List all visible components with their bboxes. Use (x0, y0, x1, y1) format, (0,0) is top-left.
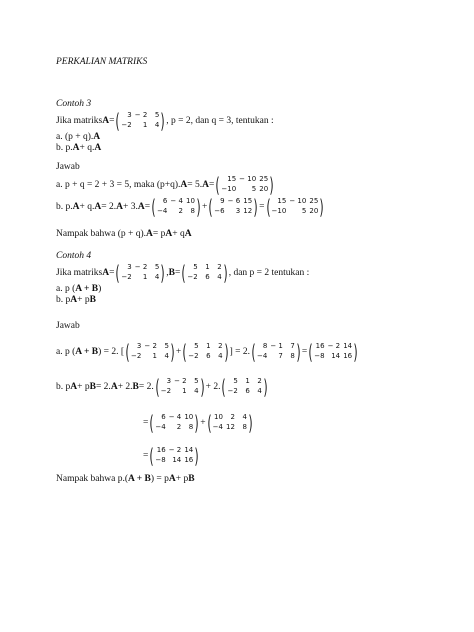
matrix-cell: −10 (221, 185, 237, 193)
matrix-grid (154, 446, 194, 466)
contoh4-item-b (56, 295, 96, 305)
matrix-cell: − 6 (227, 197, 241, 205)
page-title: PERKALIAN MATRIKS (56, 57, 148, 67)
text: + 2. (117, 382, 133, 392)
left-paren: ( (115, 261, 121, 285)
matrix-name: A + B (75, 284, 99, 294)
text: = 2. (101, 202, 117, 212)
matrix (215, 175, 274, 195)
matrix-name: A (137, 202, 145, 212)
matrix-cell: 8 (242, 423, 247, 431)
matrix-cell: 4 (164, 352, 169, 360)
operator: + (175, 347, 182, 357)
text: = (109, 268, 115, 278)
contoh3-answer-b (56, 197, 325, 217)
matrix-name: A (70, 382, 78, 392)
matrix-name: A (93, 132, 101, 142)
matrix-name: A (180, 180, 188, 190)
left-paren: ( (181, 261, 187, 285)
right-paren: ) (296, 340, 301, 364)
matrix-cell: 4 (154, 121, 160, 129)
operator: = (143, 451, 149, 461)
text: + q. (79, 202, 95, 212)
matrix-cell: 20 (259, 185, 269, 193)
matrix (115, 111, 165, 131)
matrix-name: B (89, 295, 96, 305)
matrix (207, 413, 253, 433)
contoh4-heading: Contoh 4 (56, 251, 92, 261)
matrix-cell: 12 (243, 207, 253, 215)
contoh3-item-a (56, 132, 100, 142)
matrix-cell: 10 (214, 413, 223, 421)
matrix-cell: −4 (155, 423, 166, 431)
matrix-name: B (89, 382, 96, 392)
text: + q (172, 229, 185, 239)
matrix-grid (256, 342, 296, 362)
matrix-cell: 5 (233, 377, 238, 385)
matrix-cell: 5 (301, 207, 307, 215)
contoh4-answer-a (56, 342, 359, 362)
matrix-name: B (188, 474, 195, 484)
matrix-cell: 4 (218, 352, 223, 360)
matrix-cell: − 4 (168, 413, 182, 421)
matrix-cell: 5 (194, 377, 199, 385)
matrix-grid (160, 377, 200, 397)
matrix-name: B (132, 382, 139, 392)
matrix-cell: −2 (121, 273, 132, 281)
matrix-cell: 1 (142, 273, 148, 281)
matrix-cell: −8 (155, 456, 166, 464)
matrix-cell: 10 (186, 197, 195, 205)
matrix (308, 342, 358, 362)
contoh3-heading: Contoh 3 (56, 99, 92, 109)
matrix-cell: − 1 (270, 342, 283, 350)
matrix-grid (120, 111, 160, 131)
matrix-cell: −2 (227, 387, 238, 395)
matrix-cell: 10 (184, 413, 194, 421)
matrix-cell: −6 (214, 207, 225, 215)
matrix (155, 377, 205, 397)
text: = p (152, 229, 166, 239)
matrix (221, 377, 267, 397)
matrix-cell: 25 (259, 175, 269, 183)
matrix-cell: 25 (309, 197, 319, 205)
left-paren: ( (182, 340, 187, 364)
matrix-name: A (168, 474, 176, 484)
left-paren: ( (221, 375, 227, 399)
text: + p (77, 382, 90, 392)
matrix-cell: 8 (290, 352, 295, 360)
operator: + (201, 202, 208, 212)
matrix-cell: − 2 (174, 377, 187, 385)
matrix-name: A (165, 229, 173, 239)
left-paren: ( (251, 340, 256, 364)
matrix-cell: 6 (206, 352, 211, 360)
contoh4-conclusion (56, 474, 195, 484)
text: = (144, 202, 151, 212)
left-paren: ( (149, 444, 155, 468)
matrix (115, 263, 165, 283)
text: + p (77, 295, 90, 305)
matrix (266, 197, 325, 217)
matrix-cell: 1 (245, 377, 250, 385)
contoh3-answer-a (56, 175, 275, 195)
text: = (109, 116, 115, 126)
text: ] = 2. (229, 347, 251, 357)
matrix-cell: 16 (343, 352, 353, 360)
text: ) = 2. [ (98, 347, 125, 357)
matrix-cell: 1 (206, 342, 211, 350)
contoh4-question (56, 263, 309, 283)
matrix-name: A (70, 295, 78, 305)
matrix-cell: − 2 (327, 342, 341, 350)
matrix-name: A (146, 229, 153, 239)
left-paren: ( (215, 173, 221, 197)
matrix-cell: − 10 (289, 197, 307, 205)
text: + 2. (205, 382, 221, 392)
left-paren: ( (308, 340, 313, 364)
matrix-cell: 15 (277, 197, 287, 205)
matrix-grid (156, 197, 196, 217)
text: b. p (56, 295, 71, 305)
matrix-cell: 15 (243, 197, 253, 205)
matrix-cell: − 2 (168, 446, 182, 454)
matrix-cell: − 2 (134, 111, 148, 119)
left-paren: ( (208, 195, 213, 219)
matrix-cell: 1 (152, 352, 157, 360)
text: = (209, 180, 215, 190)
matrix-cell: −2 (160, 387, 172, 395)
matrix-cell: 5 (164, 342, 169, 350)
matrix-cell: 3 (136, 342, 142, 350)
right-paren: ) (223, 340, 229, 364)
text: + p (175, 474, 189, 484)
matrix-cell: 14 (331, 352, 341, 360)
right-paren: ) (199, 375, 205, 399)
matrix-name: A (72, 143, 80, 153)
matrix-cell: −2 (188, 352, 199, 360)
text: , (166, 268, 169, 278)
matrix-grid (271, 197, 320, 217)
matrix-cell: 14 (184, 446, 194, 454)
right-paren: ) (170, 340, 175, 364)
right-paren: ) (253, 195, 258, 219)
matrix (149, 446, 199, 466)
matrix-cell: 15 (227, 175, 237, 183)
matrix (125, 342, 175, 362)
right-paren: ) (319, 195, 324, 219)
right-paren: ) (263, 375, 268, 399)
text: , p = 2, dan q = 3, tentukan : (166, 116, 274, 126)
matrix-cell: − 4 (170, 197, 183, 205)
matrix-cell: − 2 (144, 342, 157, 350)
text: = (175, 268, 181, 278)
matrix (149, 413, 199, 433)
text: Nampak bahwa (p + q). (56, 229, 147, 239)
matrix-cell: 4 (217, 273, 222, 281)
matrix-cell: 8 (188, 423, 194, 431)
matrix-cell: −2 (187, 273, 198, 281)
left-paren: ( (151, 195, 156, 219)
operator: = (143, 418, 149, 428)
operator: = (301, 347, 308, 357)
matrix-cell: 2 (230, 413, 235, 421)
text: , dan p = 2 tentukan : (228, 268, 310, 278)
right-paren: ) (353, 340, 358, 364)
matrix-cell: 2 (218, 342, 223, 350)
matrix-grid (130, 342, 170, 362)
matrix-name: A (202, 180, 210, 190)
matrix-cell: −2 (121, 121, 132, 129)
matrix-cell: 3 (166, 377, 172, 385)
left-paren: ( (265, 195, 271, 219)
matrix-cell: 2 (217, 263, 222, 271)
matrix-cell: 2 (178, 207, 183, 215)
text: = 2. (138, 382, 154, 392)
matrix-cell: 6 (205, 273, 210, 281)
matrix-cell: 7 (278, 352, 283, 360)
matrix-cell: 3 (127, 263, 132, 271)
text: = 2. (95, 382, 111, 392)
right-paren: ) (194, 444, 199, 468)
matrix-cell: 16 (156, 446, 166, 454)
matrix-grid (213, 197, 253, 217)
text: ) = p (150, 474, 169, 484)
matrix-cell: 2 (257, 377, 262, 385)
matrix-cell: −8 (314, 352, 325, 360)
matrix-cell: −4 (212, 423, 223, 431)
left-paren: ( (115, 109, 121, 133)
matrix (181, 263, 227, 283)
text: a. p + q = 2 + 3 = 5, maka (p+q). (56, 180, 181, 190)
matrix-cell: 6 (162, 197, 168, 205)
matrix-grid (120, 263, 160, 283)
matrix-name: A (94, 143, 102, 153)
matrix-cell: − 2 (134, 263, 148, 271)
matrix-cell: 4 (154, 273, 160, 281)
matrix-cell: 8 (262, 342, 268, 350)
matrix-cell: 4 (257, 387, 262, 395)
matrix-cell: −2 (131, 352, 142, 360)
left-paren: ( (149, 411, 155, 435)
text: b. p (56, 382, 71, 392)
matrix-name: A + B (128, 474, 151, 484)
matrix-grid (212, 413, 248, 433)
contoh3-question (56, 111, 274, 131)
text: + q. (79, 143, 95, 153)
left-paren: ( (206, 411, 212, 435)
matrix-cell: 5 (193, 263, 198, 271)
matrix-cell: 8 (190, 207, 195, 215)
matrix-name: A (110, 382, 118, 392)
contoh3-item-b (56, 143, 101, 153)
text: Jika matriks (56, 116, 103, 126)
matrix-cell: 14 (343, 342, 353, 350)
matrix-cell: 1 (142, 121, 148, 129)
contoh3-jawab: Jawab (56, 162, 80, 172)
text: b. p. (56, 143, 73, 153)
matrix-cell: −4 (257, 352, 268, 360)
matrix-cell: 1 (205, 263, 210, 271)
matrix-grid (226, 377, 262, 397)
operator: + (200, 418, 206, 428)
matrix-grid (313, 342, 353, 362)
right-paren: ) (196, 195, 201, 219)
matrix (182, 342, 228, 362)
matrix-cell: 5 (194, 342, 199, 350)
matrix-name: A (102, 268, 110, 278)
matrix-cell: −4 (157, 207, 168, 215)
matrix-cell: 2 (176, 423, 182, 431)
contoh4-item-a (56, 284, 101, 294)
matrix-cell: − 10 (239, 175, 257, 183)
text: + 3. (122, 202, 138, 212)
matrix-name: B (168, 268, 176, 278)
text: ) (98, 284, 102, 294)
matrix-cell: 16 (315, 342, 325, 350)
contoh4-answer-b (56, 377, 269, 397)
left-paren: ( (125, 340, 130, 364)
right-paren: ) (160, 109, 165, 133)
matrix (208, 197, 258, 217)
matrix-name: A (72, 202, 80, 212)
matrix-cell: 6 (245, 387, 250, 395)
matrix-cell: 12 (226, 423, 235, 431)
matrix-name: A (116, 202, 123, 212)
matrix-cell: 20 (309, 207, 319, 215)
left-paren: ( (155, 375, 160, 399)
right-paren: ) (160, 261, 165, 285)
contoh4-step3 (143, 446, 200, 466)
matrix-cell: 9 (220, 197, 225, 205)
matrix-cell: 3 (127, 111, 132, 119)
matrix-cell: 16 (184, 456, 194, 464)
text: b. p. (56, 202, 73, 212)
matrix-cell: 5 (154, 263, 160, 271)
contoh4-jawab: Jawab (56, 321, 80, 331)
matrix-cell: 4 (242, 413, 247, 421)
matrix-name: A (94, 202, 102, 212)
matrix (251, 342, 301, 362)
operator: = (259, 202, 265, 212)
right-paren: ) (248, 411, 253, 435)
matrix-cell: 1 (182, 387, 187, 395)
text: Jika matriks (56, 268, 103, 278)
contoh4-step2 (143, 413, 254, 433)
right-paren: ) (223, 261, 228, 285)
matrix-name: A + B (75, 347, 99, 357)
right-paren: ) (269, 173, 274, 197)
matrix-cell: 6 (161, 413, 166, 421)
matrix-name: A (184, 229, 192, 239)
matrix-cell: 4 (194, 387, 199, 395)
right-paren: ) (194, 411, 199, 435)
matrix-cell: 5 (154, 111, 160, 119)
text: a. (p + q). (56, 132, 94, 142)
matrix-cell: 5 (251, 185, 257, 193)
matrix-grid (220, 175, 269, 195)
matrix-cell: 3 (235, 207, 241, 215)
matrix-cell: −10 (271, 207, 287, 215)
matrix (151, 197, 201, 217)
matrix-name: A (102, 116, 110, 126)
text: = 5. (187, 180, 203, 190)
text: a. p ( (56, 347, 76, 357)
text: Nampak bahwa p.( (56, 474, 129, 484)
matrix-grid (186, 263, 222, 283)
text: a. p ( (56, 284, 76, 294)
matrix-cell: 14 (172, 456, 182, 464)
matrix-grid (187, 342, 223, 362)
contoh3-conclusion (56, 229, 192, 239)
matrix-cell: 7 (290, 342, 295, 350)
matrix-grid (154, 413, 194, 433)
